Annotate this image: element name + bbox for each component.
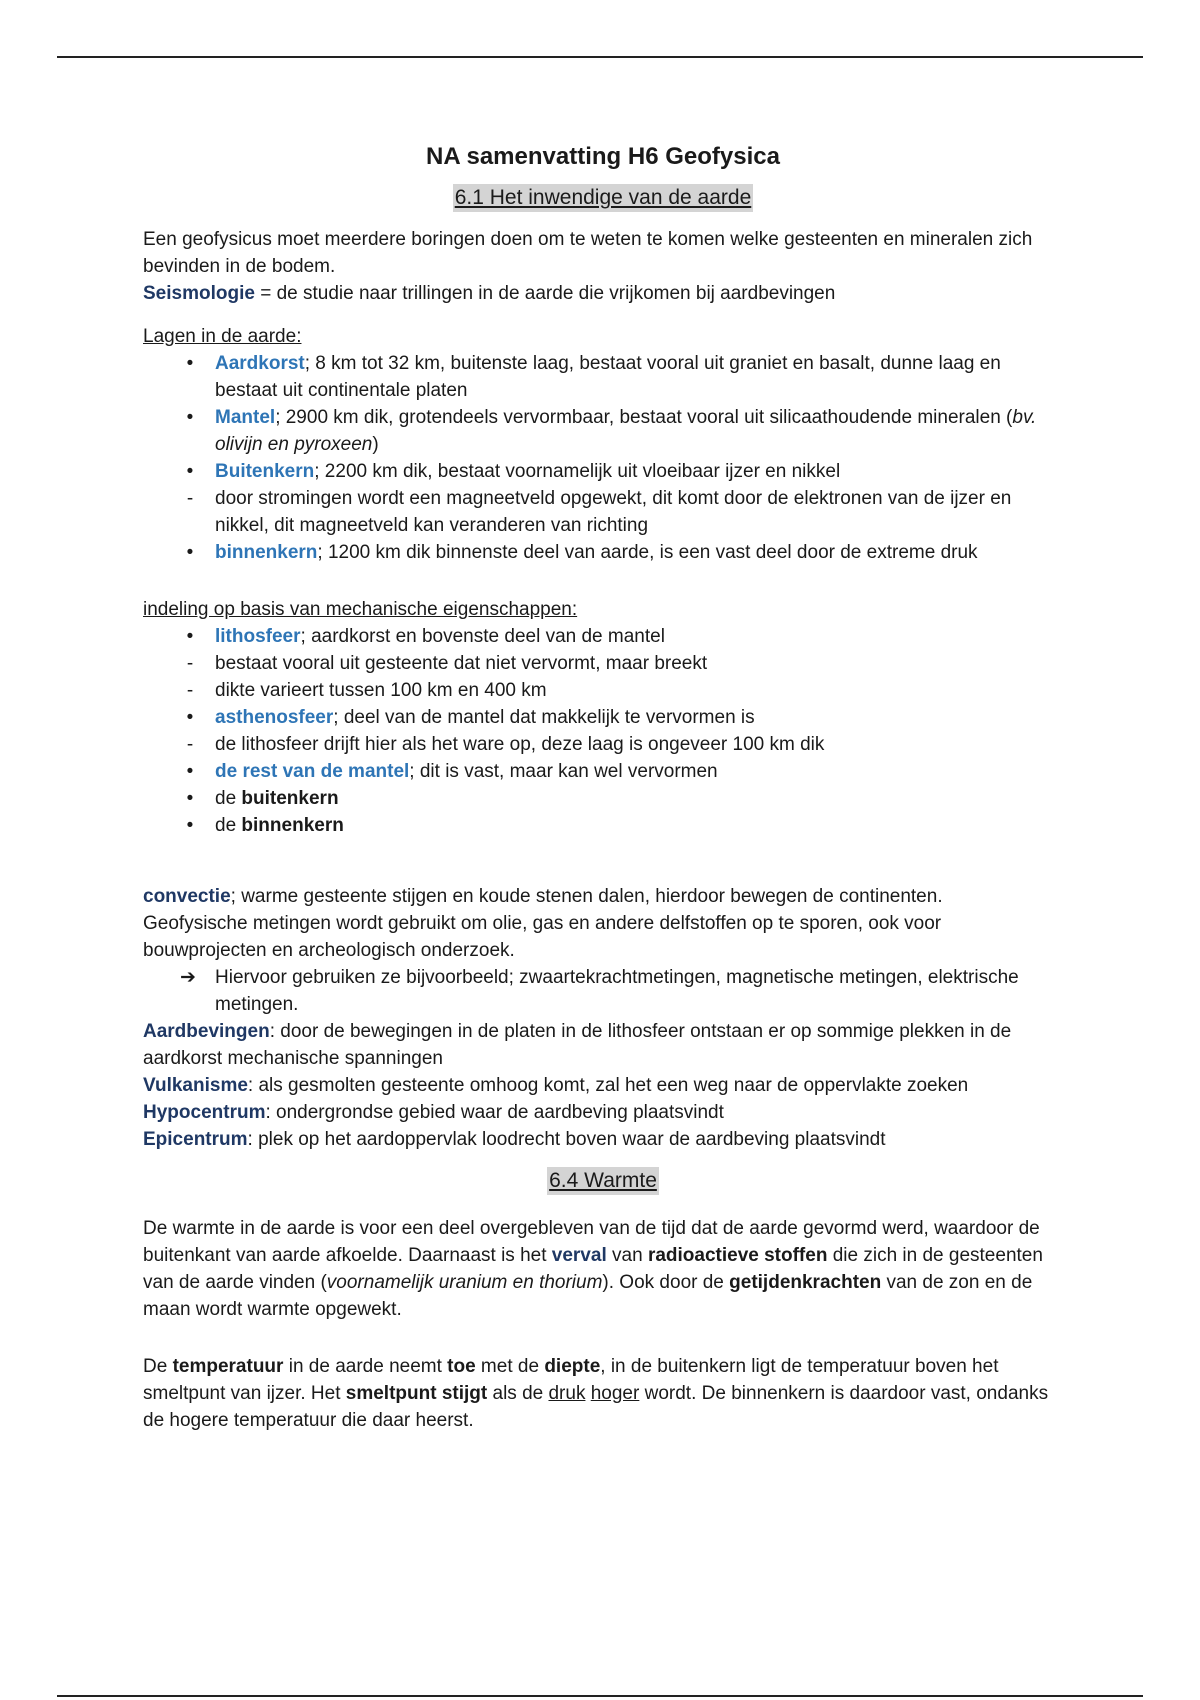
term-rest-mantel: de rest van de mantel — [215, 761, 410, 782]
page-title: NA samenvatting H6 Geofysica — [426, 143, 780, 170]
list-item: • asthenosfeer; deel van de mantel dat makkelijk te vervormen is — [186, 707, 755, 728]
list-item: • lithosfeer; aardkorst en bovenste deel van de mantel — [186, 626, 665, 647]
term-aardkorst: Aardkorst — [215, 353, 305, 374]
list-item: • Aardkorst; 8 km tot 32 km, buitenste laag, bestaat vooral uit graniet en basalt, dunne laag en bestaat uit continentale platen — [186, 353, 1001, 401]
list-item: - bestaat vooral uit gesteente dat niet vervormt, maar breekt — [186, 653, 708, 674]
term-hypocentrum: Hypocentrum — [143, 1102, 266, 1123]
term-mantel: Mantel — [215, 407, 276, 428]
term-binnenkern: binnenkern — [215, 542, 318, 563]
list-item: • binnenkern; 1200 km dik binnenste deel van aarde, is een vast deel door de extreme druk — [186, 542, 978, 563]
metingen-paragraph: Geofysische metingen wordt gebruikt om olie, gas en andere delfstoffen op te sporen, ook voor bouwprojecten en archeologisch onderzoek. — [143, 913, 942, 961]
seismologie-definition: Seismologie = de studie naar trillingen in de aarde die vrijkomen bij aardbevingen — [143, 283, 836, 304]
footer-rule — [57, 1695, 1143, 1697]
aardbevingen-definition: Aardbevingen: door de bewegingen in de platen in de lithosfeer ontstaan er op sommige plekken in de aardkorst mechanische spanningen — [143, 1021, 1012, 1069]
section-heading-warmte: 6.4 Warmte — [547, 1167, 659, 1195]
list-item: • de rest van de mantel; dit is vast, maar kan wel vervormen — [186, 761, 718, 782]
list-item: • Buitenkern; 2200 km dik, bestaat voornamelijk uit vloeibaar ijzer en nikkel — [186, 461, 841, 482]
mech-list — [143, 623, 1063, 839]
term-seismologie: Seismologie — [143, 283, 255, 304]
layers-list — [143, 350, 1063, 566]
term-epicentrum: Epicentrum — [143, 1129, 248, 1150]
layers-label: Lagen in de aarde: — [143, 326, 302, 347]
hypocentrum-definition: Hypocentrum: ondergrondse gebied waar de aardbeving plaatsvindt — [143, 1102, 724, 1123]
term-aardbevingen: Aardbevingen — [143, 1021, 270, 1042]
warmte-paragraph-1: De warmte in de aarde is voor een deel overgebleven van de tijd dat de aarde gevormd werd, waardoor de buitenkant van aarde afkoelde. Daarnaast is het verval van radioactieve stoffen die zich in de gesteenten van de aarde vinden (voornamelijk uranium en thorium). Ook door de getijdenkrachten van de zon en de maan wordt warmte opgewekt. — [143, 1218, 1043, 1320]
section-heading-inwendige: 6.1 Het inwendige van de aarde — [453, 184, 754, 212]
intro-paragraph: Een geofysicus moet meerdere boringen doen om te weten te komen welke gesteenten en mineralen zich bevinden in de bodem. — [143, 229, 1033, 277]
arrow-icon: ➔ — [180, 967, 196, 988]
section-heading-wrap — [143, 184, 1063, 212]
vulkanisme-definition: Vulkanisme: als gesmolten gesteente omhoog komt, zal het een weg naar de oppervlakte zoeken — [143, 1075, 969, 1096]
term-asthenosfeer: asthenosfeer — [215, 707, 334, 728]
term-convectie: convectie — [143, 886, 231, 907]
document-body — [143, 140, 1063, 1434]
section-heading-wrap — [143, 1167, 1063, 1195]
list-item: - de lithosfeer drijft hier als het ware op, deze laag is ongeveer 100 km dik — [186, 734, 825, 755]
term-lithosfeer: lithosfeer — [215, 626, 301, 647]
list-item: • de binnenkern — [186, 815, 344, 836]
epicentrum-definition: Epicentrum: plek op het aardoppervlak loodrecht boven waar de aardbeving plaatsvindt — [143, 1129, 886, 1150]
list-item: • Mantel; 2900 km dik, grotendeels vervormbaar, bestaat vooral uit silicaathoudende mineralen (bv. olivijn en pyroxeen) — [186, 407, 1037, 455]
convectie-definition: convectie; warme gesteente stijgen en koude stenen dalen, hierdoor bewegen de continenten. — [143, 886, 943, 907]
list-item: - dikte varieert tussen 100 km en 400 km — [186, 680, 547, 701]
term-vulkanisme: Vulkanisme — [143, 1075, 248, 1096]
arrow-note: ➔ Hiervoor gebruiken ze bijvoorbeeld; zwaartekrachtmetingen, magnetische metingen, elektrische metingen. — [143, 964, 1063, 1018]
header-rule — [57, 56, 1143, 58]
mech-label: indeling op basis van mechanische eigenschappen: — [143, 599, 578, 620]
warmte-paragraph-2: De temperatuur in de aarde neemt toe met de diepte, in de buitenkern ligt de temperatuur boven het smeltpunt van ijzer. Het smeltpunt stijgt als de druk hoger wordt. De binnenkern is daardoor vast, ondanks de hogere temperatuur die daar heerst. — [143, 1356, 1049, 1431]
list-item: - door stromingen wordt een magneetveld opgewekt, dit komt door de elektronen van de ijzer en nikkel, dit magneetveld kan veranderen van richting — [186, 488, 1012, 536]
term-buitenkern: Buitenkern — [215, 461, 315, 482]
list-item: • de buitenkern — [186, 788, 339, 809]
